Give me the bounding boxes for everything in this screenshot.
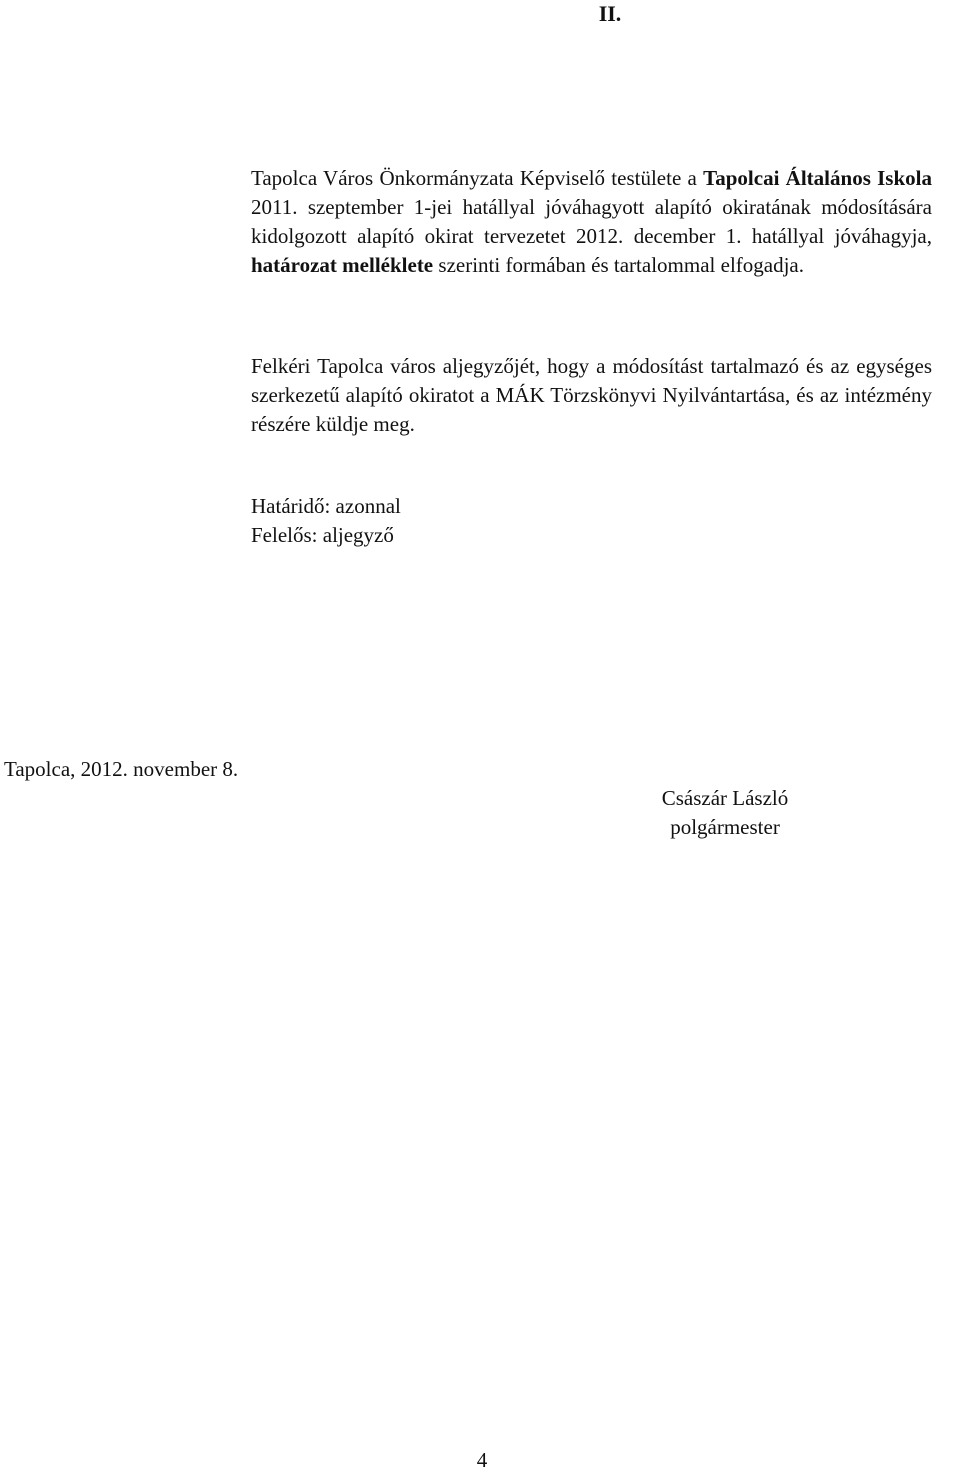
resolution-text-part3: szerinti formában és tartalommal elfogadja. [433,253,804,277]
deadline-block [251,492,932,550]
resolution-text-part1: Tapolca Város Önkormányzata Képviselő testülete a [251,166,704,190]
place-and-date: Tapolca, 2012. november 8. [4,757,239,781]
deadline-line: Határidő: azonnal [251,494,401,518]
resolution-text [251,164,932,280]
request-paragraph [251,352,932,439]
school-name: Tapolcai Általános Iskola [703,166,932,190]
annex-reference: határozat melléklete [251,253,434,277]
request-text: Felkéri Tapolca város aljegyzőjét, hogy a módosítást tartalmazó és az egységes szerkezetű alapító okiratot a MÁK Törzskönyvi Nyilvántartása, és az intézmény részére küldje meg. [251,354,932,436]
signatory-name: Császár László [661,786,789,810]
signature-block [600,784,850,842]
responsible-line: Felelős: aljegyző [251,523,394,547]
section-heading: II. [598,1,622,26]
resolution-paragraph [251,164,932,280]
page-number: 4 [476,1448,488,1472]
signatory-title: polgármester [670,815,780,839]
resolution-text-part2: 2011. szeptember 1-jei hatállyal jóváhagyott alapító okiratának módosítására kidolgozott alapító okirat tervezetet 2012. december 1. hatállyal jóváhagyja, [251,195,932,248]
